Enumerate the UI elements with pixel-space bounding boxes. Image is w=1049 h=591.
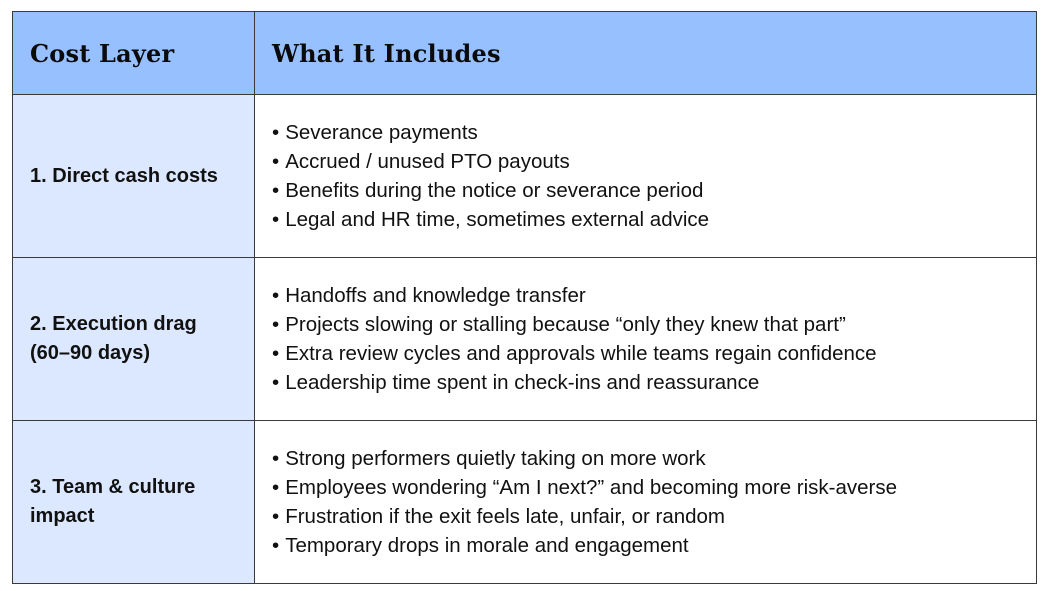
list-item: • Severance payments [272, 121, 478, 144]
includes-cell [255, 421, 1036, 583]
layer-cell [13, 258, 255, 420]
list-item-text: Projects slowing or stalling because “only they knew that part” [285, 313, 846, 336]
list-item: • Projects slowing or stalling because “only they knew that part” [272, 313, 846, 336]
list-item-text: Legal and HR time, sometimes external advice [285, 208, 710, 231]
list-item: • Employees wondering “Am I next?” and becoming more risk-averse [272, 476, 898, 499]
header-what-it-includes: What It Includes [272, 38, 501, 68]
cost-layer-table [12, 11, 1037, 584]
list-item: • Temporary drops in morale and engagement [272, 534, 689, 557]
list-item: • Handoffs and knowledge transfer [272, 284, 586, 307]
list-item-text: Leadership time spent in check-ins and reassurance [285, 371, 760, 394]
list-item-text: Handoffs and knowledge transfer [285, 284, 586, 307]
includes-list [272, 118, 709, 234]
list-item-text: Temporary drops in morale and engagement [285, 534, 689, 557]
table-row [13, 257, 1036, 420]
includes-list [272, 281, 877, 397]
includes-list [272, 444, 897, 560]
header-cost-layer: Cost Layer [30, 38, 175, 68]
includes-cell [255, 95, 1036, 257]
includes-cell [255, 258, 1036, 420]
header-cell-what-it-includes [255, 12, 1036, 94]
layer-cell [13, 95, 255, 257]
layer-label: 2. Execution drag (60–90 days) [30, 313, 197, 364]
list-item: • Legal and HR time, sometimes external advice [272, 208, 710, 231]
table-row [13, 420, 1036, 583]
list-item: • Extra review cycles and approvals while teams regain confidence [272, 342, 877, 365]
table-header-row [13, 12, 1036, 94]
list-item-text: Frustration if the exit feels late, unfair, or random [285, 505, 726, 528]
list-item-text: Employees wondering “Am I next?” and becoming more risk-averse [285, 476, 898, 499]
list-item-text: Strong performers quietly taking on more work [285, 447, 706, 470]
list-item-text: Accrued / unused PTO payouts [285, 150, 570, 173]
table-row [13, 94, 1036, 257]
layer-label: 3. Team & culture impact [30, 476, 196, 527]
list-item: • Strong performers quietly taking on more work [272, 447, 706, 470]
list-item-text: Extra review cycles and approvals while teams regain confidence [285, 342, 877, 365]
list-item: • Benefits during the notice or severance period [272, 179, 704, 202]
list-item: • Accrued / unused PTO payouts [272, 150, 570, 173]
layer-label: 1. Direct cash costs [30, 164, 218, 187]
layer-cell [13, 421, 255, 583]
list-item: • Leadership time spent in check-ins and reassurance [272, 371, 760, 394]
list-item: • Frustration if the exit feels late, unfair, or random [272, 505, 726, 528]
list-item-text: Benefits during the notice or severance period [285, 179, 704, 202]
list-item-text: Severance payments [285, 121, 478, 144]
header-cell-cost-layer [13, 12, 255, 94]
